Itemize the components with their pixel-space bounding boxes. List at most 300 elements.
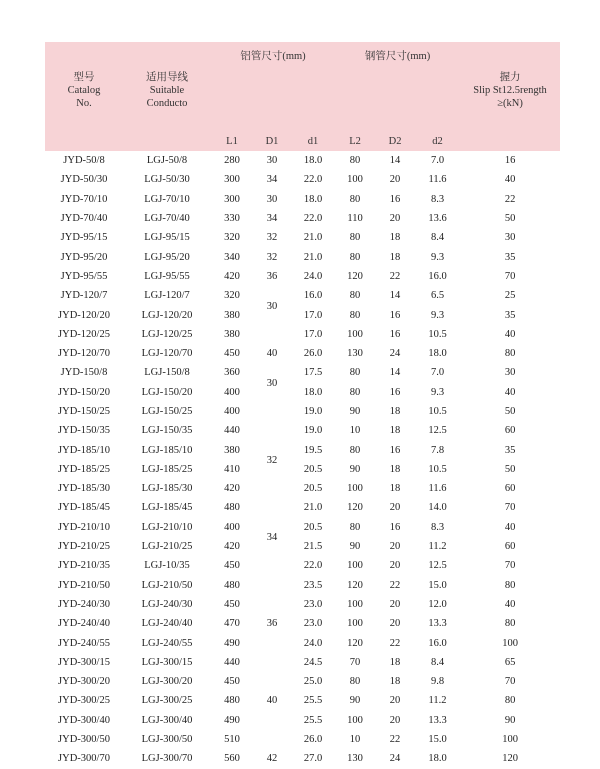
wire-cell: LGJ-240/30 (141, 598, 193, 610)
d2-cell: 18 (389, 406, 401, 417)
l1-cell: 400 (224, 406, 240, 417)
force-cell: 70 (504, 560, 516, 572)
table-row (45, 267, 560, 286)
d2-cell: 14 (389, 290, 401, 302)
wire-cell: LGJ-120/7 (144, 290, 190, 302)
catalog-cell: JYD-210/10 (58, 521, 110, 533)
d2-small-cell: 13.6 (428, 213, 447, 225)
d1-small-cell: 17.5 (303, 367, 323, 379)
d1-cell: 40 (266, 348, 278, 360)
catalog-cell: JYD-50/8 (63, 155, 105, 167)
l1-cell: 380 (224, 444, 240, 456)
table-row (45, 170, 560, 189)
wire-cell: LGJ-300/20 (141, 676, 193, 688)
table-row (45, 730, 560, 749)
d1-small-cell: 20.5 (303, 463, 323, 475)
d2-cell: 18 (389, 656, 401, 668)
d1-small-cell: 21.5 (303, 541, 323, 553)
catalog-cell: JYD-210/35 (58, 560, 110, 572)
wire-cell: LGJ-210/25 (141, 541, 193, 553)
d1-small-cell: 23.0 (303, 598, 323, 610)
l1-cell: 490 (224, 714, 240, 726)
catalog-cell: JYD-120/20 (58, 309, 110, 321)
catalog-cell: JYD-300/40 (58, 714, 110, 726)
d1-small-cell: 24.0 (303, 637, 323, 649)
wire-cell: LGJ-50/30 (144, 174, 190, 186)
d1-small-cell: 22.0 (303, 174, 323, 186)
d1-small-cell: 19.0 (303, 406, 323, 417)
d2-cell: 16 (389, 193, 401, 205)
catalog-cell: JYD-210/25 (58, 541, 110, 553)
wire-cell: LGJ-150/8 (144, 367, 190, 379)
l1-cell: 380 (224, 309, 240, 321)
wire-header: 适用导线 Suitable Conducto (123, 42, 211, 128)
d1-cell (253, 556, 291, 575)
d1-small-cell: 19.0 (303, 425, 323, 437)
l2-cell: 10 (349, 425, 361, 437)
l1-cell: 320 (224, 232, 240, 244)
d1-small-cell: 21.0 (303, 502, 323, 514)
d2-cell: 18 (389, 232, 401, 244)
d1-cell: 32 (266, 232, 278, 244)
d1-cell (253, 576, 291, 595)
force-cell: 30 (504, 232, 516, 244)
force-cell: 60 (504, 483, 516, 495)
wire-cell: LGJ-300/50 (141, 734, 193, 746)
l1-cell: 300 (224, 174, 240, 186)
table-row (45, 151, 560, 170)
l1-cell: 450 (224, 560, 240, 572)
d1-small-cell: 20.5 (303, 483, 323, 495)
l2-cell: 80 (349, 251, 361, 263)
l1-cell: 480 (224, 695, 240, 707)
table-row (45, 576, 560, 595)
table-row (45, 440, 560, 459)
d2-small-cell: 9.3 (430, 386, 445, 398)
d1-cell (253, 325, 291, 344)
d1-cell: 40 (266, 695, 278, 707)
d1-small-cell: 21.0 (303, 232, 323, 244)
al-group-header: 铝管尺寸(mm) (211, 42, 335, 128)
d1-small-cell: 23.0 (303, 618, 323, 630)
l1-cell: 420 (224, 270, 240, 282)
col-d1: d1 (291, 128, 335, 151)
force-cell: 40 (504, 328, 516, 340)
d2-cell: 14 (389, 367, 401, 379)
d2-cell: 22 (389, 270, 401, 282)
d1-cell: 34 (266, 213, 278, 225)
l1-cell: 410 (224, 463, 240, 475)
d2-cell: 20 (389, 560, 401, 572)
d1-cell: 34 (266, 532, 278, 544)
d1-small-cell: 21.0 (303, 251, 323, 263)
force-cell: 35 (504, 444, 516, 456)
catalog-cell: JYD-150/8 (60, 367, 108, 379)
wire-cell: LGJ-210/10 (141, 521, 193, 533)
d2-small-cell: 8.4 (430, 232, 445, 244)
force-cell: 40 (504, 598, 516, 610)
table-row (45, 421, 560, 440)
d2-small-cell: 6.5 (430, 290, 445, 302)
l1-cell: 470 (224, 618, 240, 630)
d2-cell: 18 (389, 676, 401, 688)
table-row (45, 498, 560, 517)
col-D2: D2 (375, 128, 415, 151)
d1-cell: 32 (266, 251, 278, 263)
l2-cell: 80 (349, 309, 361, 321)
d1-small-cell: 25.5 (303, 714, 323, 726)
catalog-cell: JYD-185/45 (58, 502, 110, 514)
force-cell: 50 (504, 406, 516, 417)
d1-small-cell: 22.0 (303, 213, 323, 225)
wire-cell: LGJ-185/25 (141, 463, 193, 475)
wire-cell: LGJ-300/25 (141, 695, 193, 707)
d1-cell: 30 (266, 300, 278, 312)
d1-cell (253, 653, 291, 672)
d1-cell (253, 498, 291, 517)
table-row (45, 672, 560, 691)
d2-cell: 20 (389, 618, 401, 630)
l1-cell: 420 (224, 541, 240, 553)
col-L1: L1 (211, 128, 253, 151)
catalog-cell: JYD-150/25 (58, 406, 110, 417)
catalog-cell: JYD-300/20 (58, 676, 110, 688)
d1-small-cell: 20.5 (303, 521, 323, 533)
l2-cell: 80 (349, 444, 361, 456)
catalog-cell: JYD-120/25 (58, 328, 110, 340)
d2-cell: 24 (389, 753, 401, 765)
d2-small-cell: 13.3 (428, 714, 447, 726)
d2-small-cell: 12.5 (428, 425, 447, 437)
d2-small-cell: 7.0 (430, 367, 445, 379)
d2-small-cell: 7.0 (430, 155, 445, 167)
force-cell: 65 (504, 656, 516, 668)
l1-cell: 450 (224, 348, 240, 360)
force-cell: 40 (504, 386, 516, 398)
table-row (45, 479, 560, 498)
catalog-cell: JYD-70/40 (60, 213, 108, 225)
d2-small-cell: 8.3 (430, 521, 445, 533)
d2-small-cell: 9.3 (430, 251, 445, 263)
force-cell: 16 (504, 155, 516, 167)
d1-small-cell: 25.0 (303, 676, 323, 688)
d2-cell: 22 (389, 734, 401, 746)
d2-cell: 22 (389, 637, 401, 649)
wire-cell: LGJ-95/20 (144, 251, 190, 263)
col-L2: L2 (335, 128, 375, 151)
force-cell: 80 (504, 579, 516, 591)
d1-small-cell: 18.0 (303, 155, 323, 167)
l1-cell: 490 (224, 637, 240, 649)
d1-cell (253, 421, 291, 440)
table-row (45, 228, 560, 247)
table-row (45, 633, 560, 652)
d2-cell: 14 (389, 155, 401, 167)
l1-cell: 450 (224, 676, 240, 688)
d2-cell: 20 (389, 695, 401, 707)
catalog-cell: JYD-240/40 (58, 618, 110, 630)
l1-cell: 440 (224, 425, 240, 437)
force-cell: 80 (504, 348, 516, 360)
d1-cell: 42 (266, 753, 278, 765)
wire-cell: LGJ-95/55 (144, 270, 190, 282)
catalog-cell: JYD-70/10 (60, 193, 108, 205)
d2-cell: 20 (389, 213, 401, 225)
table-row (45, 305, 560, 324)
l2-cell: 120 (347, 270, 363, 282)
l1-cell: 480 (224, 579, 240, 591)
table-row (45, 556, 560, 575)
d2-cell: 18 (389, 251, 401, 263)
wire-cell: LGJ-150/20 (141, 386, 193, 398)
l1-cell: 300 (224, 193, 240, 205)
d2-small-cell: 8.4 (430, 656, 445, 668)
d1-small-cell: 24.5 (303, 656, 323, 668)
force-cell: 90 (504, 714, 516, 726)
force-cell: 120 (502, 753, 518, 765)
l1-cell: 450 (224, 598, 240, 610)
catalog-cell: JYD-240/30 (58, 598, 110, 610)
l2-cell: 80 (349, 521, 361, 533)
d1-cell: 30 (266, 155, 278, 167)
header-row-sub (45, 128, 560, 151)
table-row (45, 363, 560, 382)
l1-cell: 360 (224, 367, 240, 379)
d1-cell (253, 672, 291, 691)
l2-cell: 130 (347, 348, 363, 360)
l1-cell: 480 (224, 502, 240, 514)
force-cell: 100 (502, 637, 518, 649)
table-body (45, 151, 560, 769)
table-row (45, 518, 560, 537)
d1-small-cell: 26.0 (303, 348, 323, 360)
d1-small-cell: 27.0 (303, 753, 323, 765)
d2-small-cell: 7.8 (430, 444, 445, 456)
l2-cell: 100 (347, 483, 363, 495)
d1-cell: 36 (266, 618, 278, 630)
force-cell: 80 (504, 695, 516, 707)
l2-cell: 100 (347, 714, 363, 726)
l1-cell: 320 (224, 290, 240, 302)
force-cell: 35 (504, 309, 516, 321)
force-cell: 60 (504, 425, 516, 437)
d2-cell: 16 (389, 386, 401, 398)
l1-cell: 340 (224, 251, 240, 263)
force-cell: 60 (504, 541, 516, 553)
l2-cell: 80 (349, 232, 361, 244)
l2-cell: 70 (349, 656, 361, 668)
d2-small-cell: 9.3 (430, 309, 445, 321)
force-cell: 50 (504, 463, 516, 475)
d2-small-cell: 15.0 (428, 579, 447, 591)
l2-cell: 100 (347, 560, 363, 572)
d1-small-cell: 18.0 (303, 386, 323, 398)
force-cell: 30 (504, 367, 516, 379)
d2-cell: 18 (389, 463, 401, 475)
d1-small-cell: 18.0 (303, 193, 323, 205)
catalog-cell: JYD-120/70 (58, 348, 110, 360)
d2-cell: 16 (389, 444, 401, 456)
wire-cell: LGJ-300/40 (141, 714, 193, 726)
d2-cell: 16 (389, 328, 401, 340)
wire-cell: LGJ-210/50 (141, 579, 193, 591)
wire-cell: LGJ-120/20 (141, 309, 193, 321)
wire-cell: LGJ-120/70 (141, 348, 193, 360)
catalog-cell: JYD-120/7 (60, 290, 108, 302)
wire-cell: LGJ-240/55 (141, 637, 193, 649)
l2-cell: 80 (349, 386, 361, 398)
wire-cell: LGJ-240/40 (141, 618, 193, 630)
l2-cell: 90 (349, 695, 361, 707)
l2-cell: 100 (347, 598, 363, 610)
d1-cell (253, 633, 291, 652)
catalog-cell: JYD-95/20 (60, 251, 108, 263)
l2-cell: 80 (349, 367, 361, 379)
force-cell: 22 (504, 193, 516, 205)
table-row (45, 460, 560, 479)
table-row (45, 344, 560, 363)
l2-cell: 90 (349, 463, 361, 475)
d1-small-cell: 25.5 (303, 695, 323, 707)
l2-cell: 80 (349, 290, 361, 302)
wire-cell: LGJ-300/70 (141, 753, 193, 765)
l2-cell: 120 (347, 579, 363, 591)
l2-cell: 100 (347, 618, 363, 630)
d2-small-cell: 10.5 (428, 406, 447, 417)
d2-cell: 22 (389, 579, 401, 591)
d2-cell: 16 (389, 521, 401, 533)
l1-cell: 440 (224, 656, 240, 668)
l1-cell: 420 (224, 483, 240, 495)
d2-cell: 18 (389, 425, 401, 437)
d1-cell (253, 595, 291, 614)
d1-cell (253, 479, 291, 498)
d2-cell: 20 (389, 598, 401, 610)
table-row (45, 595, 560, 614)
force-cell: 70 (504, 676, 516, 688)
l2-cell: 120 (347, 637, 363, 649)
table-row (45, 537, 560, 556)
d1-small-cell: 22.0 (303, 560, 323, 572)
d1-cell (253, 402, 291, 421)
d2-small-cell: 16.0 (428, 270, 447, 282)
d2-small-cell: 11.2 (428, 541, 447, 553)
d2-cell: 20 (389, 502, 401, 514)
d2-small-cell: 12.5 (428, 560, 447, 572)
catalog-cell: JYD-210/50 (58, 579, 110, 591)
d2-small-cell: 11.6 (428, 174, 447, 186)
table-row (45, 402, 560, 421)
l1-cell: 560 (224, 753, 240, 765)
d2-cell: 20 (389, 541, 401, 553)
catalog-cell: JYD-50/30 (60, 174, 108, 186)
wire-cell: LGJ-120/25 (141, 328, 193, 340)
force-cell: 70 (504, 270, 516, 282)
table-row (45, 190, 560, 209)
d1-small-cell: 19.5 (303, 444, 323, 456)
wire-cell: LGJ-50/8 (146, 155, 188, 167)
force-cell: 40 (504, 521, 516, 533)
wire-cell: LGJ-150/25 (141, 406, 193, 417)
catalog-cell: JYD-240/55 (58, 637, 110, 649)
l2-cell: 80 (349, 193, 361, 205)
l1-cell: 380 (224, 328, 240, 340)
d1-cell: 30 (266, 193, 278, 205)
l2-cell: 80 (349, 155, 361, 167)
catalog-cell: JYD-300/50 (58, 734, 110, 746)
catalog-cell: JYD-185/30 (58, 483, 110, 495)
wire-cell: LGJ-185/10 (141, 444, 193, 456)
d1-small-cell: 16.0 (303, 290, 323, 302)
catalog-cell: JYD-150/35 (58, 425, 110, 437)
table-row (45, 653, 560, 672)
table-row (45, 209, 560, 228)
wire-cell: LGJ-70/40 (144, 213, 190, 225)
d1-small-cell: 17.0 (303, 309, 323, 321)
d2-small-cell: 18.0 (428, 753, 447, 765)
d2-small-cell: 15.0 (428, 734, 447, 746)
l2-cell: 90 (349, 406, 361, 417)
catalog-cell: JYD-150/20 (58, 386, 110, 398)
d2-small-cell: 12.0 (428, 598, 447, 610)
d2-small-cell: 9.8 (430, 676, 445, 688)
d1-cell (253, 730, 291, 749)
l2-cell: 130 (347, 753, 363, 765)
d2-small-cell: 14.0 (428, 502, 447, 514)
wire-cell: LGJ-150/35 (141, 425, 193, 437)
force-cell: 50 (504, 213, 516, 225)
wire-cell: LGJ-10/35 (144, 560, 190, 572)
d1-small-cell: 24.0 (303, 270, 323, 282)
catalog-cell: JYD-185/25 (58, 463, 110, 475)
wire-cell: LGJ-185/30 (141, 483, 193, 495)
catalog-cell: JYD-185/10 (58, 444, 110, 456)
l2-cell: 100 (347, 328, 363, 340)
table-row (45, 286, 560, 305)
l2-cell: 10 (349, 734, 361, 746)
d1-small-cell: 23.5 (303, 579, 323, 591)
force-cell: 40 (504, 174, 516, 186)
l1-cell: 510 (224, 734, 240, 746)
d1-cell (253, 711, 291, 730)
d1-small-cell: 17.0 (303, 328, 323, 340)
d2-cell: 16 (389, 309, 401, 321)
catalog-cell: JYD-300/25 (58, 695, 110, 707)
table-row (45, 247, 560, 266)
wire-cell: LGJ-95/15 (144, 232, 190, 244)
wire-cell: LGJ-70/10 (144, 193, 190, 205)
spec-sheet (45, 42, 560, 769)
d2-small-cell: 10.5 (428, 463, 447, 475)
l1-cell: 400 (224, 521, 240, 533)
d2-cell: 24 (389, 348, 401, 360)
table-row (45, 711, 560, 730)
d2-small-cell: 13.3 (428, 618, 447, 630)
d2-small-cell: 18.0 (428, 348, 447, 360)
table-row (45, 749, 560, 768)
catalog-cell: JYD-95/55 (60, 270, 108, 282)
force-cell: 100 (502, 734, 518, 746)
d2-cell: 20 (389, 714, 401, 726)
l2-cell: 110 (347, 213, 363, 225)
d1-cell: 34 (266, 174, 278, 186)
d2-cell: 18 (389, 483, 401, 495)
d2-small-cell: 11.6 (428, 483, 447, 495)
col-D1: D1 (253, 128, 291, 151)
l2-cell: 80 (349, 676, 361, 688)
col-d2: d2 (415, 128, 460, 151)
l2-cell: 120 (347, 502, 363, 514)
